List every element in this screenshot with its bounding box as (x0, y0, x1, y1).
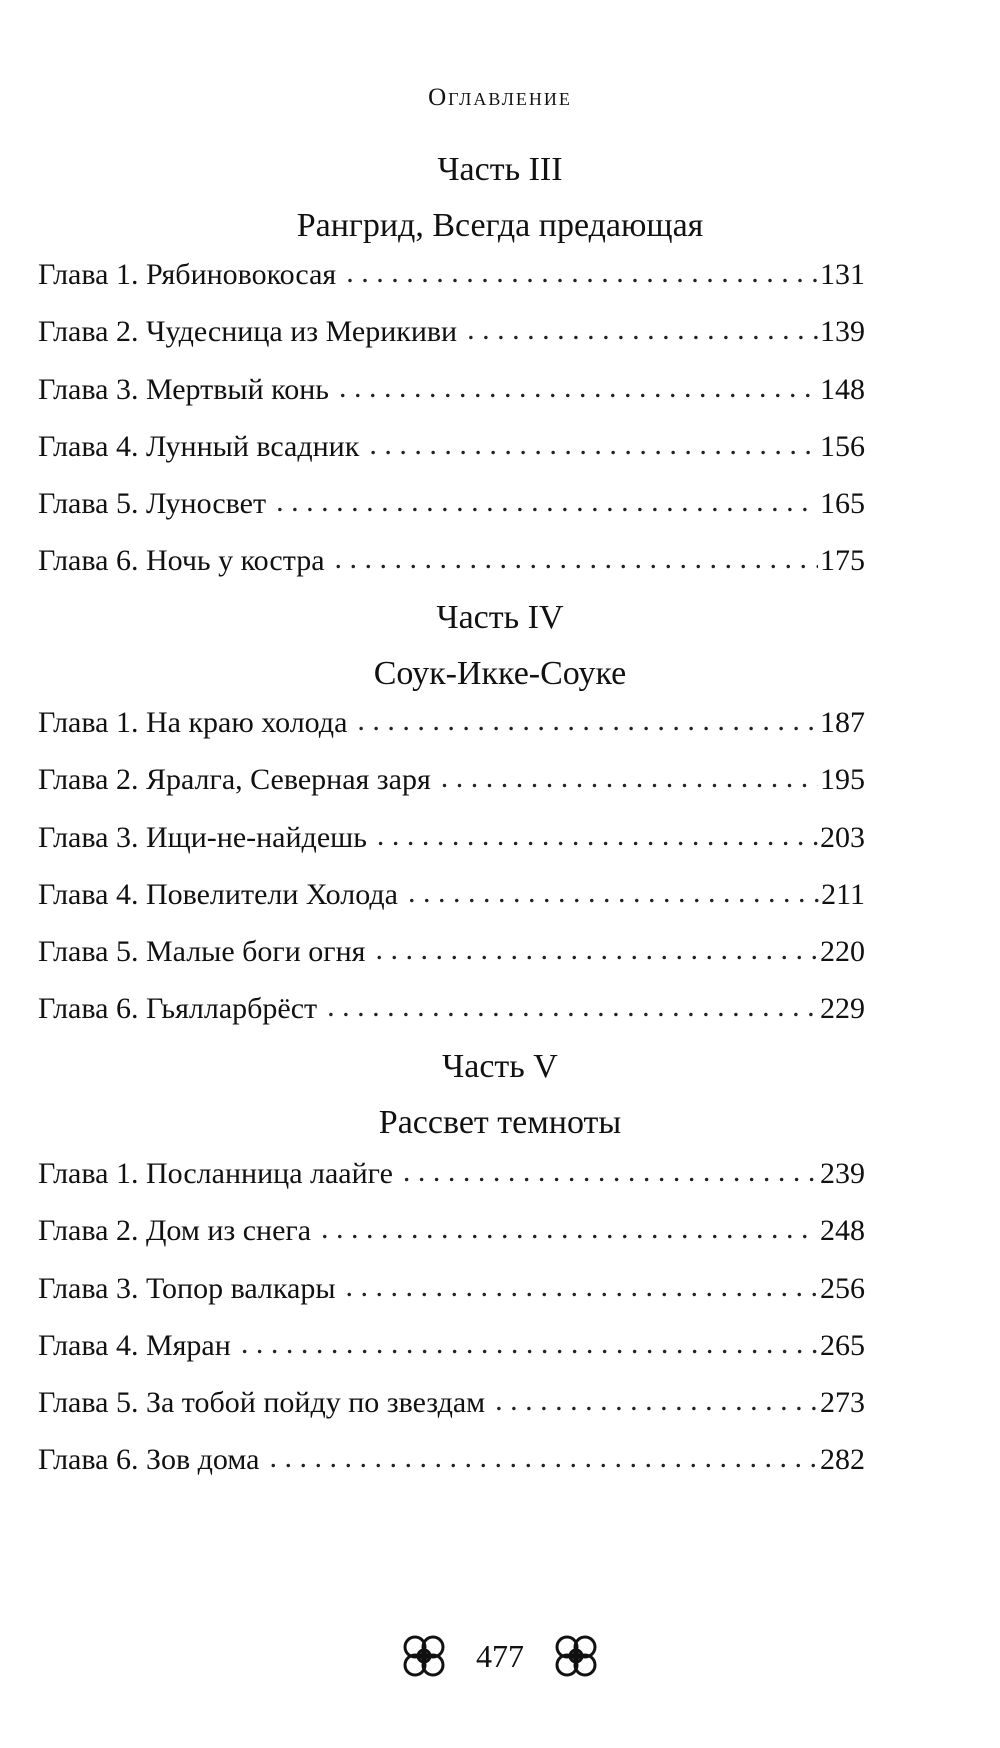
part-heading (0, 150, 1000, 246)
toc-entry[interactable] (38, 935, 865, 992)
dot-leader (369, 428, 818, 462)
dot-leader (467, 313, 818, 347)
chapter-title: Глава 2. Дом из снега (38, 1214, 312, 1248)
chapter-page: 220 (820, 935, 865, 969)
chapter-title: Глава 6. Гьялларбрёст (38, 992, 318, 1026)
chapter-title: Глава 5. Луносвет (38, 487, 267, 521)
dot-leader (269, 1441, 818, 1475)
toc-entry[interactable] (38, 821, 865, 878)
chapter-title: Глава 1. Посланница лаайге (38, 1157, 393, 1190)
toc-entry[interactable] (38, 487, 865, 544)
chapter-page: 239 (820, 1157, 865, 1190)
toc-entry[interactable] (38, 1272, 865, 1329)
dot-leader (276, 485, 818, 519)
chapter-title: Глава 6. Зов дома (38, 1443, 260, 1477)
dot-leader (346, 256, 818, 290)
toc-entry[interactable] (38, 1443, 865, 1500)
chapter-title: Глава 2. Яралга, Северная заря (38, 763, 431, 797)
dot-leader (327, 990, 818, 1024)
toc-entry[interactable] (38, 763, 865, 820)
toc-entry[interactable] (38, 544, 865, 601)
chapter-page: 273 (820, 1386, 865, 1420)
dot-leader (335, 542, 818, 576)
toc-entry[interactable] (38, 258, 865, 315)
chapter-title: Глава 3. Мертвый конь (38, 372, 329, 406)
page-footer (0, 1630, 1000, 1682)
dot-leader (346, 1270, 819, 1304)
chapter-page: 195 (820, 763, 865, 797)
dot-leader (403, 1155, 818, 1189)
chapter-page: 203 (820, 820, 865, 854)
chapter-title: Глава 1. Рябиновокосая (38, 258, 337, 291)
part-heading (0, 598, 1000, 694)
chapter-title: Глава 5. Малые боги огня (38, 935, 366, 969)
toc-entry[interactable] (38, 1329, 865, 1386)
page-number: 477 (476, 1637, 524, 1674)
toc-entry[interactable] (38, 315, 865, 372)
toc-entry[interactable] (38, 430, 865, 487)
toc-entry[interactable] (38, 1157, 865, 1214)
chapter-page: 256 (820, 1271, 865, 1305)
toc-entry[interactable] (38, 878, 865, 935)
chapter-page: 156 (820, 429, 865, 463)
chapter-title: Глава 5. За тобой пойду по звездам (38, 1386, 486, 1420)
part-number: Часть IV (436, 599, 564, 636)
toc-entry[interactable] (38, 706, 865, 763)
chapter-title: Глава 3. Ищи-не-найдешь (38, 820, 367, 854)
part-title: Соук-Икке-Соуке (373, 655, 627, 692)
dot-leader (339, 371, 818, 405)
chapter-title: Глава 4. Повелители Холода (38, 877, 398, 911)
toc-entry[interactable] (38, 373, 865, 430)
chapter-page: 265 (820, 1328, 865, 1362)
chapter-page: 229 (820, 992, 865, 1026)
dot-leader (241, 1327, 818, 1361)
chapter-title: Глава 3. Топор валкары (38, 1271, 336, 1305)
chapter-title: Глава 1. На краю холода (38, 706, 348, 739)
chapter-page: 175 (820, 544, 865, 578)
part-title: Рангрид, Всегда предающая (296, 207, 704, 244)
chapter-title: Глава 6. Ночь у костра (38, 544, 325, 578)
page-header: Оглавление (428, 84, 572, 111)
chapter-page: 282 (820, 1443, 865, 1477)
dot-leader (441, 761, 818, 795)
chapter-page: 211 (821, 877, 865, 911)
part-number: Часть III (437, 151, 563, 188)
chapter-list (38, 1157, 865, 1501)
chapter-page: 248 (820, 1214, 865, 1248)
dot-leader (375, 933, 818, 967)
chapter-page: 148 (820, 372, 865, 406)
toc-entry[interactable] (38, 1214, 865, 1271)
chapter-page: 165 (820, 487, 865, 521)
chapter-list (38, 258, 865, 602)
chapter-list (38, 706, 865, 1050)
part-heading (0, 1047, 1000, 1143)
celtic-knot-icon (550, 1630, 602, 1682)
dot-leader (495, 1384, 818, 1418)
chapter-title: Глава 2. Чудесница из Мерикиви (38, 315, 458, 349)
part-number: Часть V (442, 1048, 558, 1085)
part-title: Рассвет темноты (378, 1104, 622, 1141)
celtic-knot-icon (398, 1630, 450, 1682)
dot-leader (321, 1212, 818, 1246)
chapter-title: Глава 4. Мяран (38, 1328, 231, 1362)
chapter-page: 131 (820, 258, 865, 291)
chapter-page: 187 (820, 706, 865, 739)
dot-leader (408, 876, 819, 910)
chapter-page: 139 (820, 315, 865, 349)
dot-leader (357, 704, 818, 738)
dot-leader (377, 819, 818, 853)
toc-entry[interactable] (38, 992, 865, 1049)
chapter-title: Глава 4. Лунный всадник (38, 429, 360, 463)
toc-entry[interactable] (38, 1386, 865, 1443)
